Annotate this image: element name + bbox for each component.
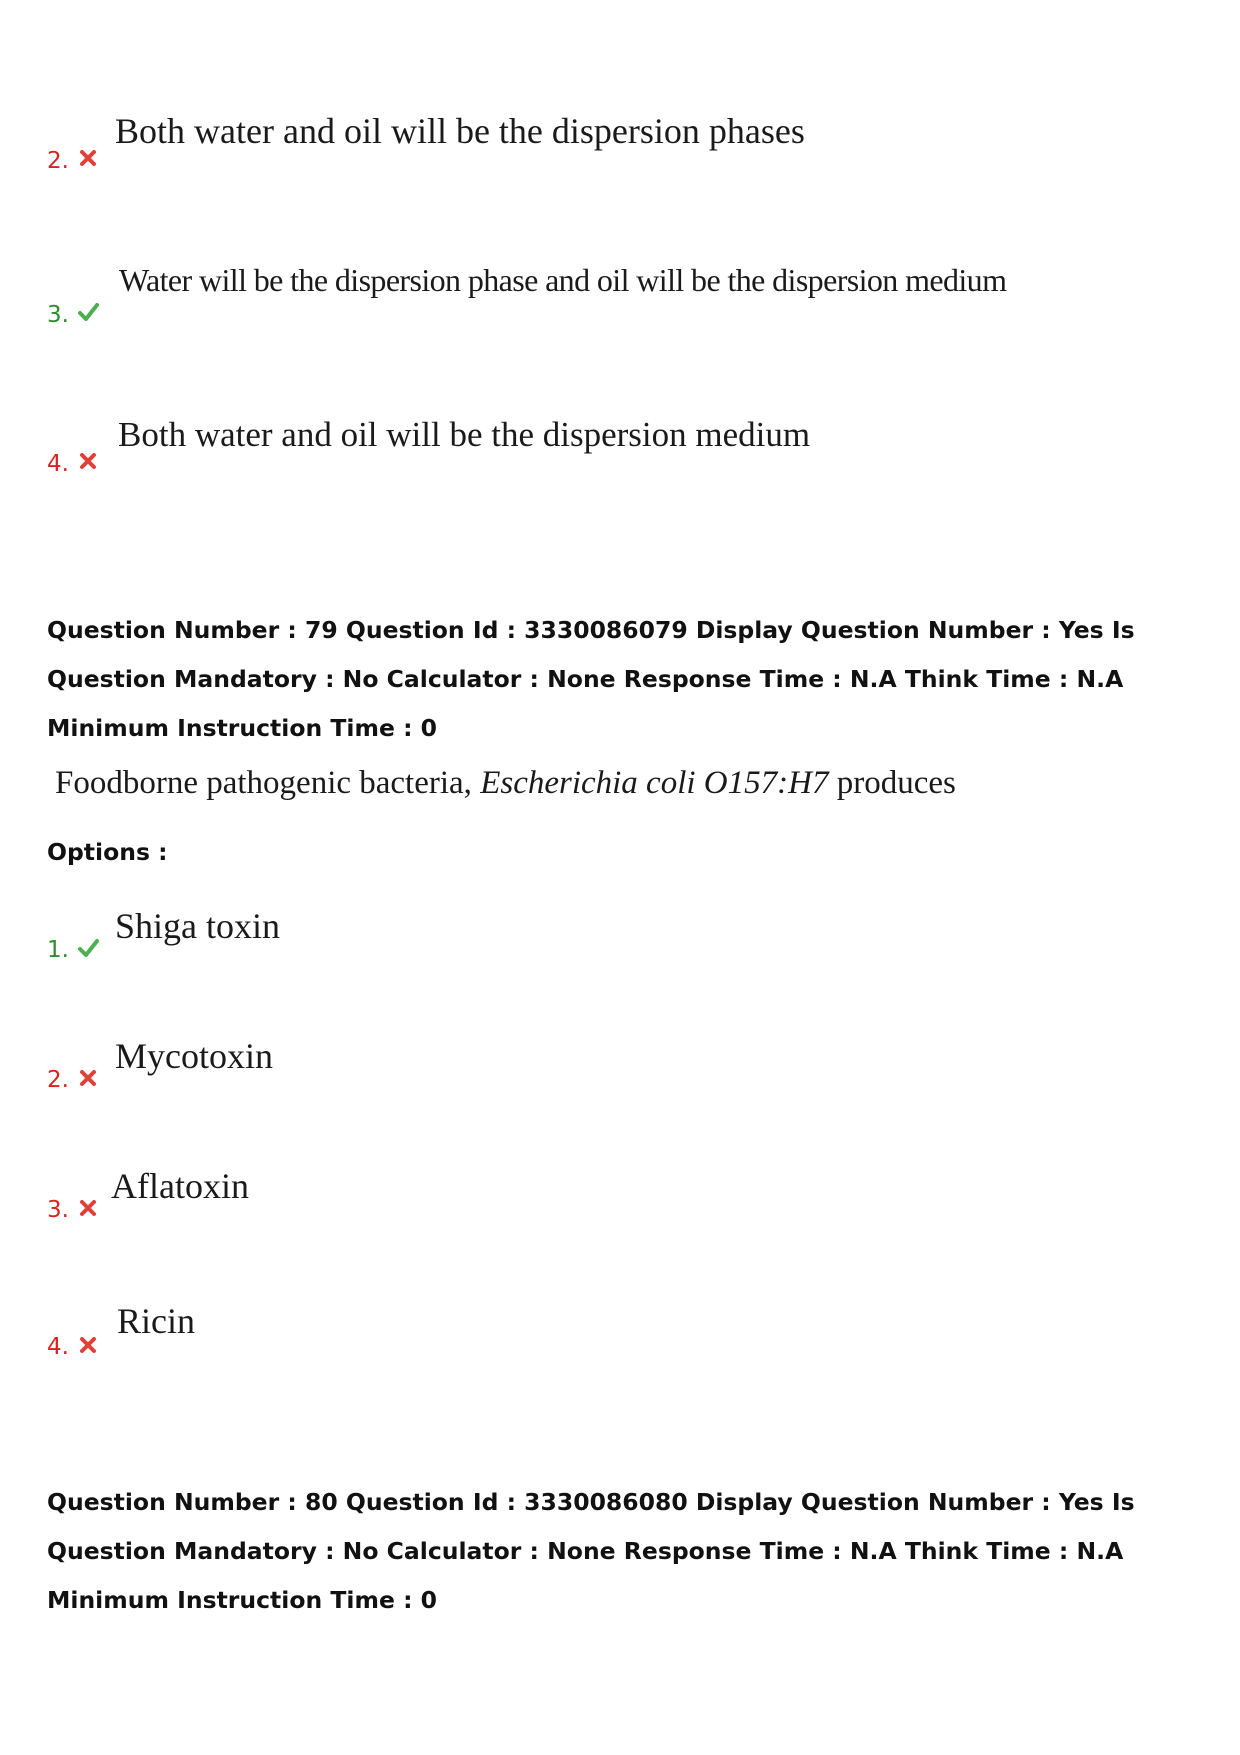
question-meta: Question Number : 80 Question Id : 3330086080 Display Question Number : Yes Is Question Mandatory : No Calculator : None Response Time : N.A Think Time : N.A Minimum Instruction Time : 0 xyxy=(47,1488,1135,1614)
cross-icon xyxy=(77,1197,99,1219)
question-text xyxy=(55,765,956,802)
option-number: 2. xyxy=(47,1067,69,1093)
cross-icon xyxy=(77,147,99,169)
option-text: Aflatoxin xyxy=(111,1166,249,1206)
cross-icon xyxy=(77,1334,99,1356)
question-text-start: Foodborne pathogenic bacteria, xyxy=(55,765,481,801)
option-text: Water will be the dispersion phase and oil will be the dispersion medium xyxy=(119,262,1007,298)
cross-icon xyxy=(77,450,99,472)
option-number: 4. xyxy=(47,451,69,477)
option-number: 3. xyxy=(47,1197,69,1223)
question-text-organism: Escherichia coli O157:H7 xyxy=(480,765,829,801)
option-number: 1. xyxy=(47,937,69,963)
option-text: Ricin xyxy=(117,1301,195,1341)
cross-icon xyxy=(77,1067,99,1089)
check-icon xyxy=(77,301,99,323)
option-number: 4. xyxy=(47,1334,69,1360)
option-number: 3. xyxy=(47,302,69,328)
option-text: Both water and oil will be the dispersion phases xyxy=(115,111,805,151)
options-label: Options : xyxy=(47,838,168,866)
option-text: Shiga toxin xyxy=(115,906,281,946)
option-text: Both water and oil will be the dispersion medium xyxy=(118,415,811,454)
option-text: Mycotoxin xyxy=(115,1036,273,1076)
check-icon xyxy=(77,937,99,959)
question-meta: Question Number : 79 Question Id : 3330086079 Display Question Number : Yes Is Question Mandatory : No Calculator : None Response Time : N.A Think Time : N.A Minimum Instruction Time : 0 xyxy=(47,616,1135,742)
option-number: 2. xyxy=(47,148,69,174)
question-text-end: produces xyxy=(828,765,956,801)
